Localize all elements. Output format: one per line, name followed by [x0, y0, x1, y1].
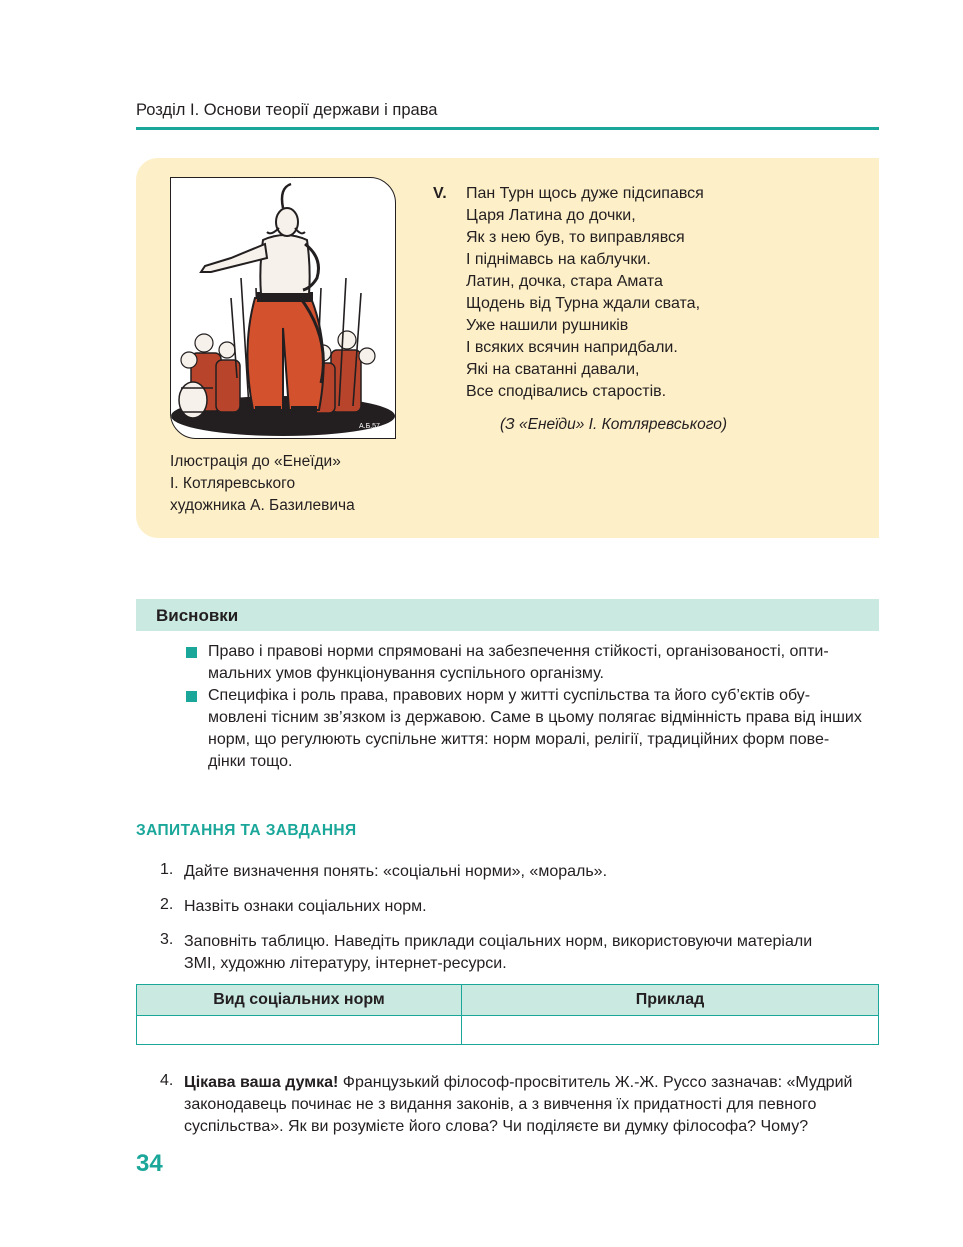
- conclusion-line: норм, що регулюють суспільне життя: норм моралі, релігії, традиційних форм пове-: [208, 731, 830, 748]
- conclusion-line: Специфіка і роль права, правових норм у житті суспільства та його суб’єктів обу-: [208, 687, 811, 704]
- question-line: Цікава ваша думка! Французький філософ-просвітитель Ж.-Ж. Руссо зазначав: «Мудрий: [184, 1074, 853, 1091]
- caption-line: І. Котляревського: [170, 475, 296, 492]
- poem-line: Пан Турн щось дуже підсипався: [466, 185, 704, 202]
- conclusions-title: Висновки: [156, 606, 239, 625]
- conclusion-line: мальних умов функціонування суспільного організму.: [208, 665, 604, 682]
- conclusion-line: Право і правові норми спрямовані на забезпечення стійкості, організованості, опти-: [208, 643, 829, 660]
- illustration-caption: [170, 451, 355, 517]
- question-highlight: Цікава ваша думка!: [184, 1074, 339, 1091]
- poem-source: (З «Енеїди» І. Котляревського): [500, 416, 727, 433]
- question-number: 3.: [160, 931, 174, 948]
- poem-line: Все сподівались старостів.: [466, 383, 667, 400]
- table-cell[interactable]: [137, 1016, 462, 1045]
- page-number: 34: [136, 1150, 163, 1177]
- table-row: [137, 1016, 879, 1045]
- conclusion-line: мовлені тісним зв’язком із державою. Саме в цьому полягає відмінність права від інших: [208, 709, 862, 726]
- poem-line: Як з нею був, то виправлявся: [466, 229, 685, 246]
- poem-line: І піднімавсь на каблучки.: [466, 251, 651, 268]
- question-number: 1.: [160, 861, 174, 878]
- poem-line: Щодень від Турна ждали свата,: [466, 295, 701, 312]
- conclusion-line: дінки тощо.: [208, 753, 293, 770]
- table-cell[interactable]: [462, 1016, 879, 1045]
- header-title: Розділ І. Основи теорії держави і права: [136, 101, 438, 119]
- bullet-square-icon: [186, 691, 197, 702]
- question-line: ЗМІ, художню літературу, інтернет-ресурси.: [184, 955, 507, 972]
- illustration-image: [170, 177, 396, 439]
- question-text: [184, 861, 879, 883]
- caption-line: художника А. Базилевича: [170, 497, 355, 514]
- poem-line: Уже нашили рушників: [466, 317, 629, 334]
- conclusion-item: [208, 641, 879, 685]
- table-header-cell: Вид соціальних норм: [137, 985, 462, 1016]
- question-line: суспільства». Як ви розумієте його слова? Чи поділяєте ви думку філософа? Чому?: [184, 1118, 809, 1135]
- table-header-row: [137, 985, 879, 1016]
- question-line: Назвіть ознаки соціальних норм.: [184, 898, 427, 915]
- conclusion-item: [208, 685, 879, 773]
- question-line: законодавець починає не з видання законів, а з вивчення їх придатності для певного: [184, 1096, 817, 1113]
- stanza-number: V.: [433, 185, 447, 202]
- bullet-square-icon: [186, 647, 197, 658]
- poem-line: Царя Латина до дочки,: [466, 207, 636, 224]
- cossack-illustration: [171, 178, 395, 438]
- poem-line: І всяких всячин напридбали.: [466, 339, 678, 356]
- header-rule: [136, 127, 879, 130]
- questions-title: ЗАПИТАННЯ ТА ЗАВДАННЯ: [136, 822, 357, 839]
- poem-line: Латин, дочка, стара Амата: [466, 273, 663, 290]
- caption-line: Ілюстрація до «Енеїди»: [170, 453, 341, 470]
- poem-stanza: [466, 183, 704, 403]
- conclusions-band: [136, 599, 879, 631]
- question-number: 2.: [160, 896, 174, 913]
- question-line: Дайте визначення понять: «соціальні норми», «мораль».: [184, 863, 608, 880]
- question-text: [184, 896, 879, 918]
- table-header-cell: Приклад: [462, 985, 879, 1016]
- question-line: Заповніть таблицю. Наведіть приклади соціальних норм, використовуючи матеріали: [184, 933, 813, 950]
- poem-line: Які на сватанні давали,: [466, 361, 640, 378]
- social-norms-table: [136, 984, 879, 1045]
- question-text: [184, 931, 879, 975]
- question-text: [184, 1072, 879, 1138]
- artist-signature: А.Б.57: [359, 423, 380, 430]
- question-number: 4.: [160, 1072, 174, 1089]
